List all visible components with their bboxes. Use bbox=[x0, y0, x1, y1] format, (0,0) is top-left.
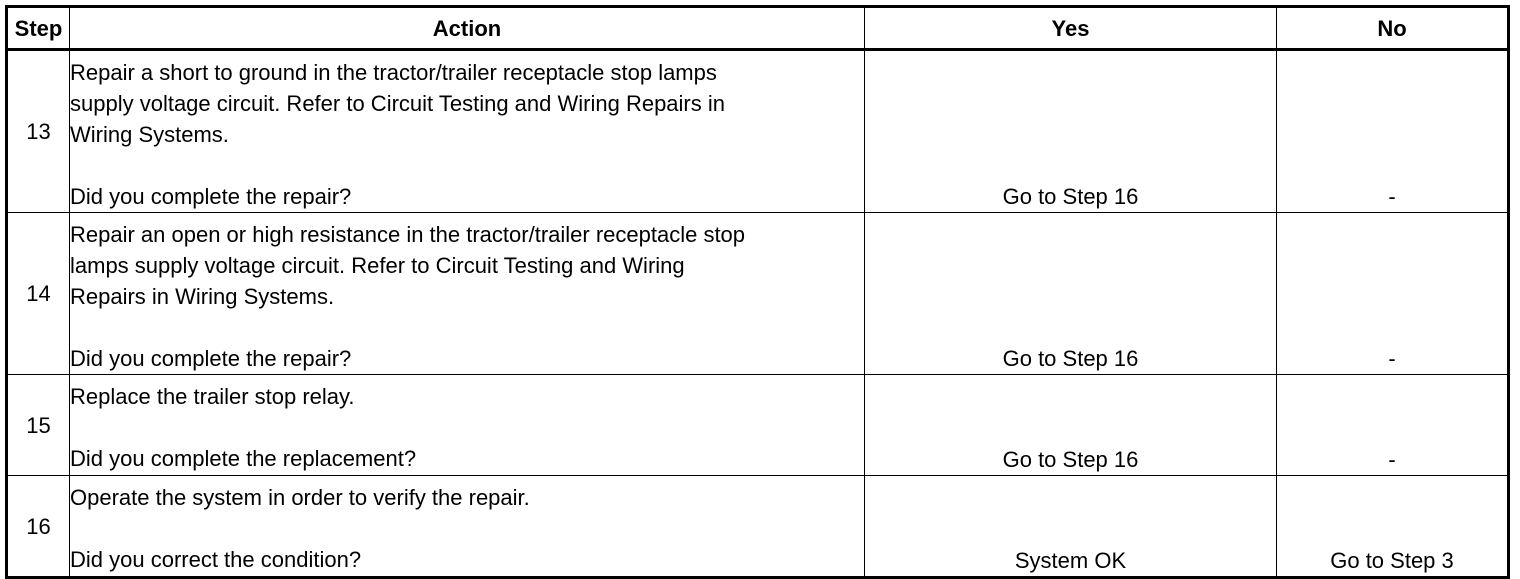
table-row bbox=[7, 50, 1509, 213]
table-row bbox=[7, 375, 1509, 476]
yes-result: System OK bbox=[865, 476, 1277, 578]
action-question: Did you complete the replacement? bbox=[70, 446, 417, 471]
header-no: No bbox=[1277, 7, 1509, 50]
diagnostic-table bbox=[5, 5, 1510, 579]
no-result: - bbox=[1277, 50, 1509, 213]
no-result: - bbox=[1277, 213, 1509, 375]
action-cell bbox=[70, 213, 865, 375]
table-row bbox=[7, 476, 1509, 578]
header-step: Step bbox=[7, 7, 70, 50]
no-result: - bbox=[1277, 375, 1509, 476]
action-description: Replace the trailer stop relay. bbox=[70, 384, 355, 409]
action-description: Repair a short to ground in the tractor/trailer receptacle stop lamps supply voltage circuit. Refer to Circuit Testing and Wiring Repairs in Wiring Systems. bbox=[70, 60, 725, 147]
header-row bbox=[7, 7, 1509, 50]
action-question: Did you correct the condition? bbox=[70, 547, 362, 572]
header-yes: Yes bbox=[865, 7, 1277, 50]
step-number: 15 bbox=[7, 375, 70, 476]
action-description: Repair an open or high resistance in the tractor/trailer receptacle stop lamps supply voltage circuit. Refer to Circuit Testing and Wiring Repairs in Wiring Systems. bbox=[70, 222, 746, 309]
action-description: Operate the system in order to verify the repair. bbox=[70, 485, 530, 510]
table-row bbox=[7, 213, 1509, 375]
yes-result: Go to Step 16 bbox=[865, 213, 1277, 375]
yes-result: Go to Step 16 bbox=[865, 50, 1277, 213]
step-number: 16 bbox=[7, 476, 70, 578]
action-question: Did you complete the repair? bbox=[70, 184, 352, 209]
action-cell bbox=[70, 375, 865, 476]
step-number: 14 bbox=[7, 213, 70, 375]
step-number: 13 bbox=[7, 50, 70, 213]
no-result: Go to Step 3 bbox=[1277, 476, 1509, 578]
action-cell bbox=[70, 50, 865, 213]
action-question: Did you complete the repair? bbox=[70, 346, 352, 371]
yes-result: Go to Step 16 bbox=[865, 375, 1277, 476]
header-action: Action bbox=[70, 7, 865, 50]
action-cell bbox=[70, 476, 865, 578]
